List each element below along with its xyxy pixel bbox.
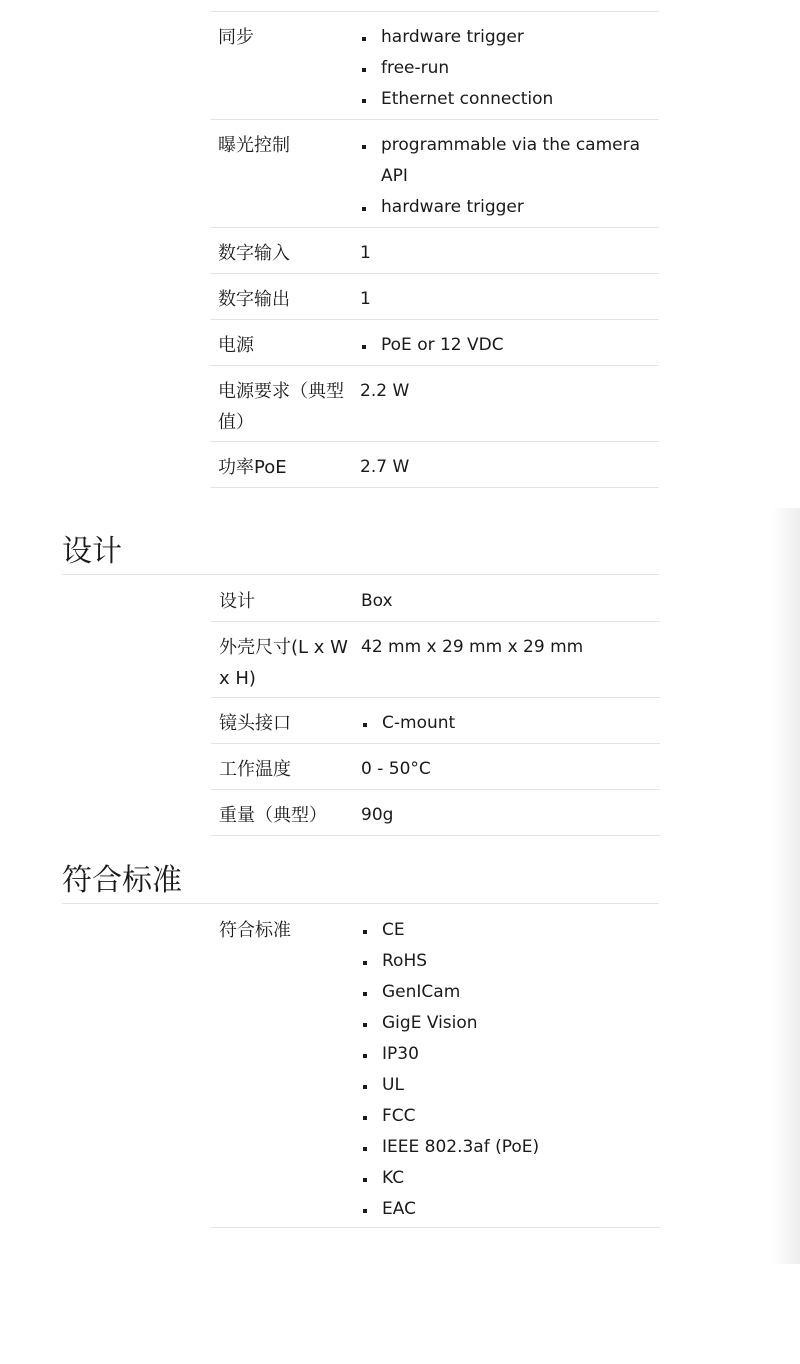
list-item: Ethernet connection (360, 84, 651, 115)
spec-value: 2.2 W (360, 381, 410, 401)
spec-label: 符合标准 (219, 920, 291, 941)
spec-value: Box (361, 591, 393, 611)
spec-list (361, 915, 652, 1225)
list-item: GigE Vision (361, 1008, 652, 1039)
spec-row-digital-input (210, 228, 659, 274)
spec-value: 42 mm x 29 mm x 29 mm (361, 637, 584, 657)
spec-value: 1 (360, 243, 371, 263)
spec-label: 同步 (218, 27, 254, 48)
list-item: RoHS (361, 946, 652, 977)
list-item: KC (361, 1163, 652, 1194)
spec-label: 功率PoE (218, 457, 287, 478)
spec-row-exposure-control (210, 120, 659, 228)
spec-list (360, 22, 651, 115)
section-heading-compliance: 符合标准 (62, 859, 659, 904)
spec-value (361, 698, 660, 743)
spec-row-compliance (211, 905, 660, 1228)
spec-value (361, 905, 660, 1227)
spec-row-housing-size (211, 622, 660, 698)
spec-label: 工作温度 (219, 759, 291, 780)
spec-value: 2.7 W (360, 457, 410, 477)
spec-row-power-requirement (210, 366, 659, 442)
spec-row-lens-mount (211, 698, 660, 744)
spec-value: 0 - 50°C (361, 759, 431, 779)
spec-row-operating-temperature (211, 744, 660, 790)
spec-label: 镜头接口 (219, 713, 291, 734)
list-item: C-mount (361, 708, 652, 739)
spec-row-weight (211, 790, 660, 836)
spec-label: 重量（典型） (219, 805, 327, 826)
spec-row-design (211, 576, 660, 622)
list-item: EAC (361, 1194, 652, 1225)
spec-label: 数字输入 (218, 243, 290, 264)
spec-label: 电源 (218, 335, 254, 356)
list-item: FCC (361, 1101, 652, 1132)
list-item: IP30 (361, 1039, 652, 1070)
spec-list (360, 330, 651, 361)
spec-value (360, 120, 659, 227)
spec-label: 曝光控制 (218, 135, 290, 156)
spec-row-power-supply (210, 320, 659, 366)
spec-table-compliance (211, 905, 660, 1228)
spec-label: 外壳尺寸(L x W x H) (219, 637, 348, 689)
list-item: PoE or 12 VDC (360, 330, 651, 361)
spec-row-power-poe (210, 442, 659, 488)
spec-list (361, 708, 652, 739)
spec-table-design (211, 576, 660, 836)
spec-value (360, 320, 659, 365)
spec-row-sync (210, 12, 659, 120)
list-item: free-run (360, 53, 651, 84)
spec-value: 90g (361, 805, 394, 825)
list-item: programmable via the camera API (360, 130, 651, 192)
list-item: hardware trigger (360, 192, 651, 223)
spec-label: 数字输出 (218, 289, 290, 310)
list-item: UL (361, 1070, 652, 1101)
spec-table-general (210, 11, 659, 488)
section-heading-design: 设计 (62, 530, 659, 575)
spec-label: 设计 (219, 591, 255, 612)
spec-row-digital-output (210, 274, 659, 320)
spec-label: 电源要求（典型值） (218, 381, 344, 433)
spec-value: 1 (360, 289, 371, 309)
list-item: CE (361, 915, 652, 946)
spec-value (360, 12, 659, 119)
list-item: GenICam (361, 977, 652, 1008)
list-item: IEEE 802.3af (PoE) (361, 1132, 652, 1163)
scroll-edge-shadow (772, 508, 800, 1264)
spec-list (360, 130, 651, 223)
list-item: hardware trigger (360, 22, 651, 53)
